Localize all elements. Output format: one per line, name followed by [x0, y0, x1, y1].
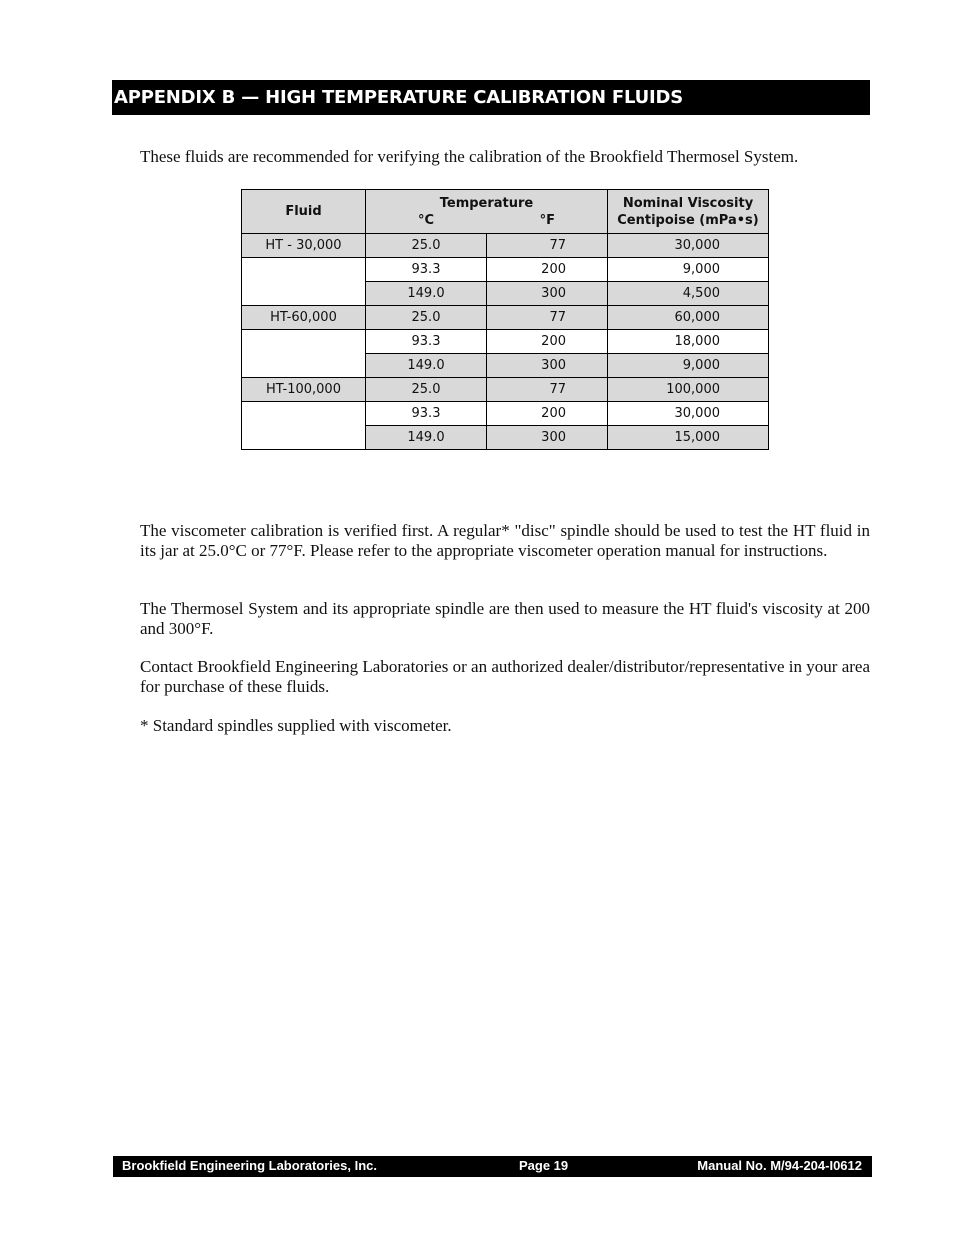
cell-viscosity	[608, 378, 769, 402]
cell-fluid-blank	[242, 258, 366, 306]
cell-viscosity-value: 30,000	[674, 238, 720, 253]
cell-celsius: 93.3	[366, 330, 487, 354]
section-header-bar	[112, 80, 870, 115]
cell-fahrenheit	[487, 306, 608, 330]
header-fluid: Fluid	[242, 190, 366, 234]
cell-fahrenheit-value: 200	[541, 406, 566, 421]
table-row	[242, 378, 769, 402]
cell-fluid-blank	[242, 402, 366, 450]
cell-viscosity-value: 60,000	[674, 310, 720, 325]
cell-fluid: HT-60,000	[242, 306, 366, 330]
table-row	[242, 402, 769, 426]
cell-fahrenheit	[487, 378, 608, 402]
cell-fahrenheit-value: 200	[541, 334, 566, 349]
cell-viscosity	[608, 282, 769, 306]
cell-celsius: 149.0	[366, 282, 487, 306]
cell-fluid: HT-100,000	[242, 378, 366, 402]
cell-celsius: 149.0	[366, 354, 487, 378]
cell-viscosity	[608, 306, 769, 330]
paragraph-contact: Contact Brookfield Engineering Laboratories or an authorized dealer/distributor/representative in your area for purchase of these fluids.	[140, 657, 870, 696]
cell-viscosity-value: 100,000	[666, 382, 720, 397]
footer-bar	[113, 1156, 872, 1177]
header-viscosity-line2: Centipoise (mPa•s)	[617, 212, 759, 228]
cell-fahrenheit	[487, 426, 608, 450]
cell-celsius: 25.0	[366, 378, 487, 402]
cell-fahrenheit-value: 77	[549, 310, 566, 325]
header-viscosity-line1: Nominal Viscosity	[622, 195, 754, 211]
footer-company: Brookfield Engineering Laboratories, Inc.	[122, 1158, 377, 1173]
header-fahrenheit: °F	[539, 212, 555, 228]
cell-viscosity-value: 9,000	[682, 262, 720, 277]
cell-viscosity-value: 4,500	[682, 286, 720, 301]
cell-fahrenheit	[487, 330, 608, 354]
cell-viscosity	[608, 402, 769, 426]
table-header-row	[242, 190, 769, 234]
cell-fluid-blank	[242, 330, 366, 378]
table-row	[242, 306, 769, 330]
cell-fahrenheit	[487, 402, 608, 426]
cell-celsius: 25.0	[366, 306, 487, 330]
footer-manual-number: Manual No. M/94-204-I0612	[697, 1158, 862, 1173]
header-viscosity	[608, 190, 769, 234]
cell-celsius: 93.3	[366, 258, 487, 282]
cell-viscosity-value: 15,000	[674, 430, 720, 445]
cell-fahrenheit-value: 77	[549, 382, 566, 397]
header-celsius: °C	[418, 212, 435, 228]
cell-viscosity-value: 18,000	[674, 334, 720, 349]
cell-viscosity-value: 9,000	[682, 358, 720, 373]
cell-viscosity	[608, 234, 769, 258]
cell-viscosity	[608, 330, 769, 354]
footer-page-number: Page 19	[519, 1158, 569, 1173]
cell-celsius: 25.0	[366, 234, 487, 258]
cell-fahrenheit-value: 77	[549, 238, 566, 253]
cell-viscosity	[608, 354, 769, 378]
cell-viscosity	[608, 258, 769, 282]
section-title: APPENDIX B — HIGH TEMPERATURE CALIBRATION FLUIDS	[114, 87, 684, 108]
header-temperature-label: Temperature	[439, 195, 534, 211]
header-temperature	[366, 190, 608, 234]
paragraph-calibration: The viscometer calibration is verified first. A regular* "disc" spindle should be used to test the HT fluid in its jar at 25.0°C or 77°F. Please refer to the appropriate viscometer operation manual for instructions.	[140, 521, 870, 560]
cell-fluid: HT - 30,000	[242, 234, 366, 258]
cell-fahrenheit	[487, 234, 608, 258]
calibration-fluids-table	[241, 189, 769, 450]
cell-viscosity-value: 30,000	[674, 406, 720, 421]
cell-fahrenheit-value: 300	[541, 430, 566, 445]
cell-fahrenheit-value: 300	[541, 358, 566, 373]
cell-celsius: 149.0	[366, 426, 487, 450]
table-row	[242, 330, 769, 354]
cell-fahrenheit-value: 300	[541, 286, 566, 301]
cell-fahrenheit	[487, 354, 608, 378]
paragraph-footnote: * Standard spindles supplied with viscometer.	[140, 716, 452, 735]
intro-text: These fluids are recommended for verifying the calibration of the Brookfield Thermosel System.	[140, 147, 799, 166]
cell-celsius: 93.3	[366, 402, 487, 426]
paragraph-thermosel: The Thermosel System and its appropriate spindle are then used to measure the HT fluid's viscosity at 200 and 300°F.	[140, 599, 870, 638]
cell-fahrenheit	[487, 258, 608, 282]
cell-fahrenheit-value: 200	[541, 262, 566, 277]
cell-fahrenheit	[487, 282, 608, 306]
cell-viscosity	[608, 426, 769, 450]
table-row	[242, 234, 769, 258]
table-row	[242, 258, 769, 282]
